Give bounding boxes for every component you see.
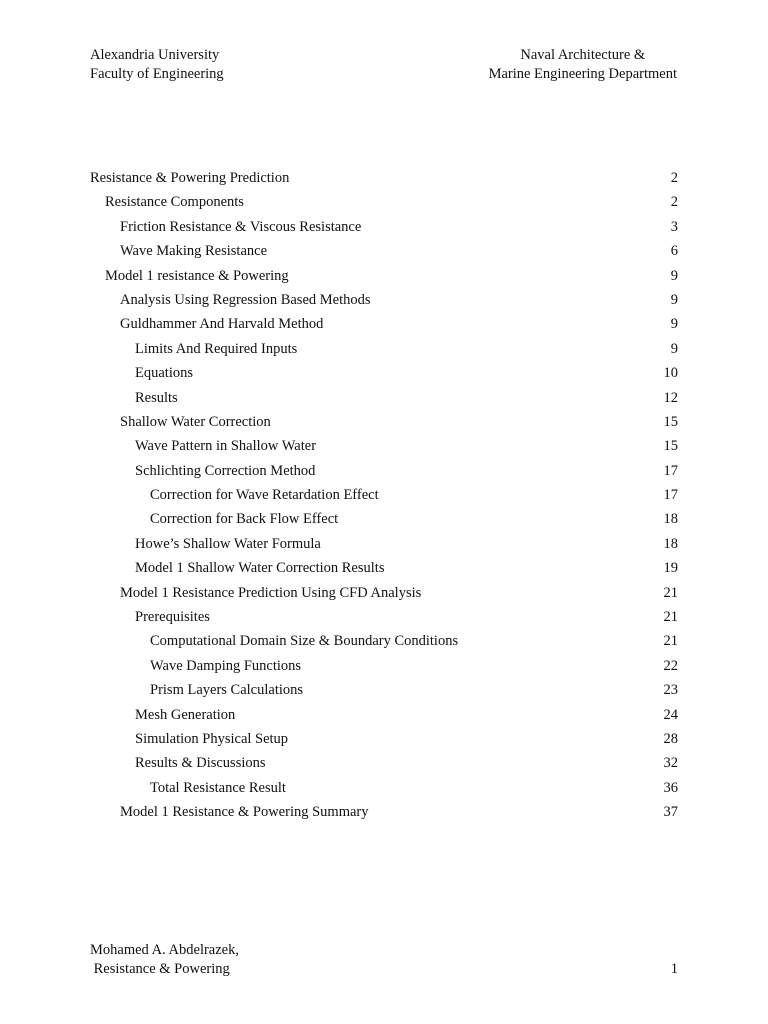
toc-entry[interactable] <box>90 215 678 239</box>
toc-entry-page-number: 9 <box>670 291 678 308</box>
toc-entry-page-number: 24 <box>663 706 678 723</box>
toc-entry-title: Results <box>135 389 178 406</box>
toc-entry-title: Simulation Physical Setup <box>135 730 289 747</box>
toc-entry-title: Friction Resistance & Viscous Resistance <box>120 218 362 235</box>
toc-entry[interactable] <box>90 190 678 214</box>
toc-entry-title: Wave Making Resistance <box>120 243 268 260</box>
toc-entry-page-number: 18 <box>663 511 678 528</box>
toc-entry-title: Model 1 resistance & Powering <box>105 267 289 284</box>
toc-entry[interactable] <box>90 166 678 190</box>
footer-page-number: 1 <box>670 961 678 977</box>
toc-entry-page-number: 15 <box>663 438 678 455</box>
toc-entry-page-number: 22 <box>663 657 678 674</box>
toc-entry-page-number: 28 <box>663 730 678 747</box>
toc-entry-title: Analysis Using Regression Based Methods <box>120 291 371 308</box>
toc-entry[interactable] <box>90 264 678 288</box>
toc-entry-page-number: 9 <box>670 340 678 357</box>
toc-entry-title: Wave Damping Functions <box>150 657 302 674</box>
footer-left <box>90 941 239 979</box>
toc-entry-title: Schlichting Correction Method <box>135 462 316 479</box>
toc-entry-page-number: 2 <box>670 170 678 186</box>
toc-entry-page-number: 6 <box>670 243 678 260</box>
toc-entry-title: Correction for Back Flow Effect <box>150 511 339 528</box>
toc-entry[interactable] <box>90 288 678 312</box>
toc-entry-page-number: 21 <box>663 609 678 626</box>
toc-entry-title: Mesh Generation <box>135 706 236 723</box>
toc-entry[interactable] <box>90 361 678 385</box>
toc-entry-title: Model 1 Resistance Prediction Using CFD Analysis <box>120 584 422 601</box>
toc-entry-page-number: 21 <box>663 584 678 601</box>
toc-entry-page-number: 17 <box>663 462 678 479</box>
toc-entry-title: Equations <box>135 365 193 382</box>
department-line-2: Marine Engineering Department <box>488 66 677 82</box>
toc-entry[interactable] <box>90 434 678 458</box>
toc-entry[interactable] <box>90 386 678 410</box>
toc-entry-title: Resistance & Powering Prediction <box>90 170 290 186</box>
toc-entry[interactable] <box>90 678 678 702</box>
toc-entry[interactable] <box>90 751 678 775</box>
toc-entry-title: Shallow Water Correction <box>120 413 271 430</box>
toc-entry-page-number: 32 <box>663 755 678 772</box>
toc-entry-title: Model 1 Resistance & Powering Summary <box>120 804 369 821</box>
toc-entry-title: Total Resistance Result <box>150 779 286 796</box>
toc-entry[interactable] <box>90 337 678 361</box>
toc-entry-title: Howe’s Shallow Water Formula <box>135 535 321 552</box>
footer-subject: Resistance & Powering <box>90 961 230 977</box>
toc-entry[interactable] <box>90 800 678 824</box>
toc-entry[interactable] <box>90 703 678 727</box>
toc-entry-title: Model 1 Shallow Water Correction Results <box>135 560 385 577</box>
toc-entry[interactable] <box>90 459 678 483</box>
toc-entry[interactable] <box>90 507 678 531</box>
toc-entry-title: Guldhammer And Harvald Method <box>120 316 324 333</box>
toc-entry[interactable] <box>90 410 678 434</box>
toc-entry-page-number: 36 <box>663 779 678 796</box>
toc-entry[interactable] <box>90 312 678 336</box>
toc-entry-title: Limits And Required Inputs <box>135 340 298 357</box>
toc-entry-page-number: 19 <box>663 560 678 577</box>
toc-entry-title: Wave Pattern in Shallow Water <box>135 438 317 455</box>
toc-entry-title: Prerequisites <box>135 609 210 626</box>
toc-entry-page-number: 12 <box>663 389 678 406</box>
toc-entry-page-number: 9 <box>670 316 678 333</box>
toc-entry-page-number: 10 <box>663 365 678 382</box>
footer-author: Mohamed A. Abdelrazek, <box>90 942 239 958</box>
toc-entry-page-number: 9 <box>670 267 678 284</box>
toc-entry[interactable] <box>90 629 678 653</box>
toc-entry-page-number: 21 <box>663 633 678 650</box>
header-left <box>90 46 224 84</box>
toc-entry[interactable] <box>90 556 678 580</box>
toc-entry-page-number: 17 <box>663 487 678 504</box>
toc-entry[interactable] <box>90 654 678 678</box>
department-line-1: Naval Architecture & <box>520 47 646 63</box>
toc-entry[interactable] <box>90 532 678 556</box>
faculty-name: Faculty of Engineering <box>90 66 224 82</box>
toc-entry[interactable] <box>90 727 678 751</box>
toc-entry-page-number: 15 <box>663 413 678 430</box>
toc-entry[interactable] <box>90 239 678 263</box>
toc-entry-title: Prism Layers Calculations <box>150 682 304 699</box>
toc-entry-page-number: 37 <box>663 804 678 821</box>
header-right <box>489 46 677 84</box>
toc-entry-title: Correction for Wave Retardation Effect <box>150 487 379 504</box>
table-of-contents <box>90 166 678 825</box>
toc-entry[interactable] <box>90 776 678 800</box>
toc-entry-title: Computational Domain Size & Boundary Conditions <box>150 633 459 650</box>
toc-entry[interactable] <box>90 605 678 629</box>
toc-entry-page-number: 18 <box>663 535 678 552</box>
toc-entry[interactable] <box>90 581 678 605</box>
toc-entry-title: Resistance Components <box>105 194 244 211</box>
toc-entry[interactable] <box>90 483 678 507</box>
toc-entry-page-number: 2 <box>670 194 678 211</box>
toc-entry-title: Results & Discussions <box>135 755 266 772</box>
toc-entry-page-number: 3 <box>670 218 678 235</box>
toc-entry-page-number: 23 <box>663 682 678 699</box>
university-name: Alexandria University <box>90 47 220 63</box>
